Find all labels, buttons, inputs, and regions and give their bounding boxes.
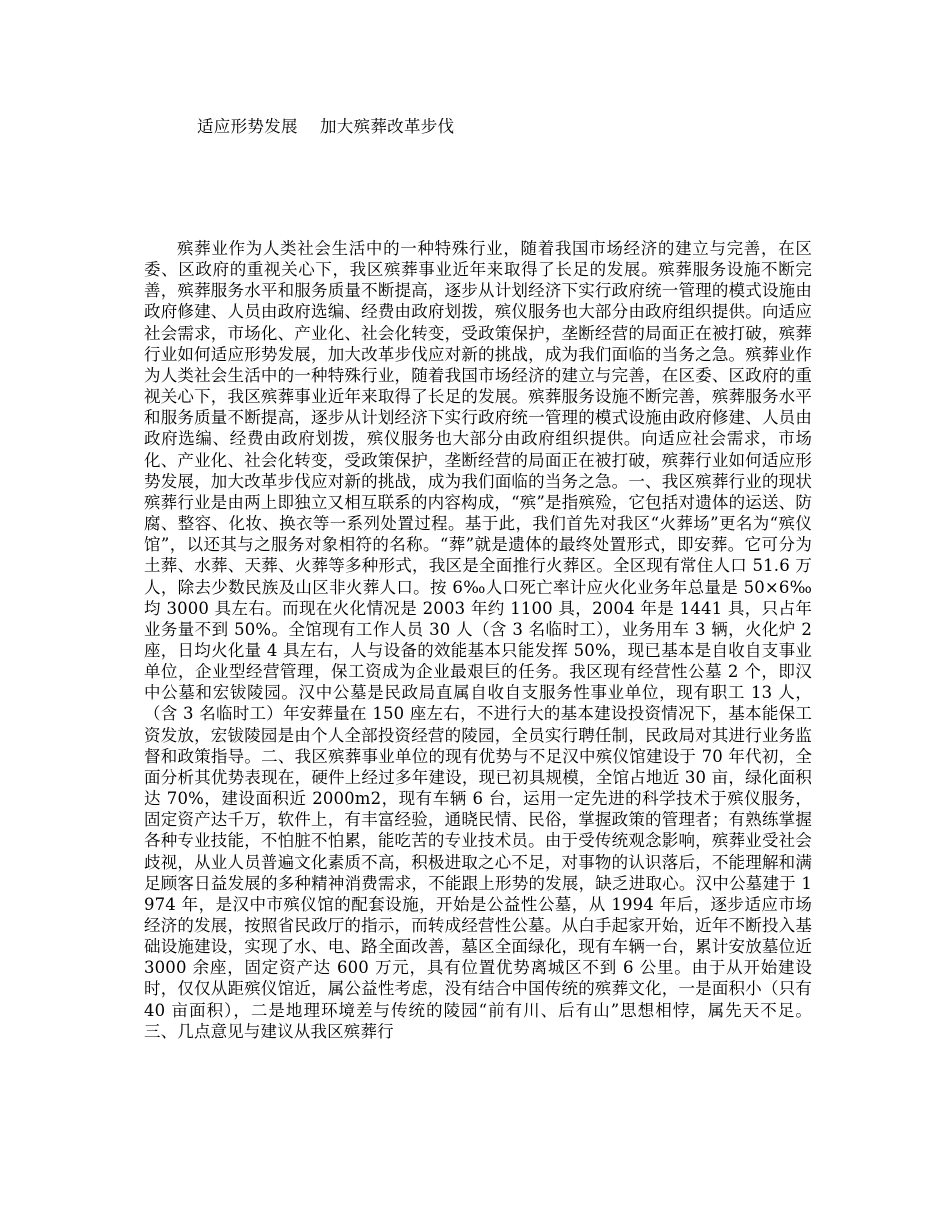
document-body-paragraph: 殡葬业作为人类社会生活中的一种特殊行业，随着我国市场经济的建立与完善，在区委、区政府的重视关心下，我区殡葬事业近年来取得了长足的发展。殡葬服务设施不断完善，殡葬服务水平和服务质量不断提高，逐步从计划经济下实行政府统一管理的模式设施由政府修建、人员由政府选编、经费由政府划拨，殡仪服务也大部分由政府组织提供。向适应社会需求，市场化、产业化、社会化转变，受政策保护，垄断经营的局面正在被打破，殡葬行业如何适应形势发展，加大改革步伐应对新的挑战，成为我们面临的当务之急。殡葬业作为人类社会生活中的一种特殊行业，随着我国市场经济的建立与完善，在区委、区政府的重视关心下，我区殡葬事业近年来取得了长足的发展。殡葬服务设施不断完善，殡葬服务水平和服务质量不断提高，逐步从计划经济下实行政府统一管理的模式设施由政府修建、人员由政府选编、经费由政府划拨，殡仪服务也大部分由政府组织提供。向适应社会需求，市场化、产业化、社会化转变，受政策保护，垄断经营的局面正在被打破，殡葬行业如何适应形势发展，加大改革步伐应对新的挑战，成为我们面临的当务之急。一、我区殡葬行业的现状殡葬行业是由两上即独立又相互联系的内容构成，“殡”是指殡殓，它包括对遗体的运送、防腐、整容、化妆、换衣等一系列处置过程。基于此，我们首先对我区“火葬场”更名为“殡仪馆”，以还其与之服务对象相符的名称。“葬”就是遗体的最终处置形式，即安葬。它可分为土葬、水葬、天葬、火葬等多种形式，我区是全面推行火葬区。全区现有常住人口 51.6 万人，除去少数民族及山区非火葬人口。按 6‰人口死亡率计应火化业务年总量是 50×6‰均 3000 具左右。而现在火化情况是 2003 年约 1100 具，2004 年是 1441 具，只占年业务量不到 50%。全馆现有工作人员 30 人（含 3 名临时工），业务用车 3 辆，火化炉 2 座，日均火化量 4 具左右，人与设备的效能基本只能发挥 50%，现已基本是自收自支事业单位，企业型经营管理，保工资成为企业最艰巨的任务。我区现有经营性公墓 2 个，即汉中公墓和宏钹陵园。汉中公墓是民政局直属自收自支服务性事业单位，现有职工 13 人，（含 3 名临时工）年安葬量在 150 座左右，不进行大的基本建设投资情况下，基本能保工资发放，宏钹陵园是由个人全部投资经营的陵园，全员实行聘任制，民政局对其进行业务监督和政策指导。二、我区殡葬事业单位的现有优势与不足汉中殡仪馆建设于 70 年代初，全面分析其优势表现在，硬件上经过多年建设，现已初具规模，全馆占地近 30 亩，绿化面积达 70%，建设面积近 2000m2，现有车辆 6 台，运用一定先进的科学技术于殡仪服务，固定资产达千万，软件上，有丰富经验，通晓民情、民俗，掌握政策的管理者；有熟练掌握各种专业技能，不怕脏不怕累，能吃苦的专业技术员。由于受传统观念影响，殡葬业受社会歧视，从业人员普遍文化素质不高，积极进取之心不足，对事物的认识落后，不能理解和满足顾客日益发展的多种精神消费需求，不能跟上形势的发展，缺乏进取心。汉中公墓建于 1974 年，是汉中市殡仪馆的配套设施，开始是公益性公墓，从 1994 年后，逐步适应市场经济的发展，按照省民政厅的指示，而转成经营性公墓。从白手起家开始，近年不断投入基础设施建设，实现了水、电、路全面改善，墓区全面绿化，现有车辆一台，累计安放墓位近 3000 余座，固定资产达 600 万元，具有位置优势离城区不到 6 公里。由于从开始建设时，仅仅从距殡仪馆近，属公益性考虑，没有结合中国传统的殡葬文化，一是面积小（只有 40 亩面积），二是地理环境差与传统的陵园“前有川、后有山”思想相悖，属先天不足。三、几点意见与建议从我区殡葬行	[144, 239, 812, 1041]
document-title: 适应形势发展 加大殡葬改革步伐	[197, 117, 455, 136]
